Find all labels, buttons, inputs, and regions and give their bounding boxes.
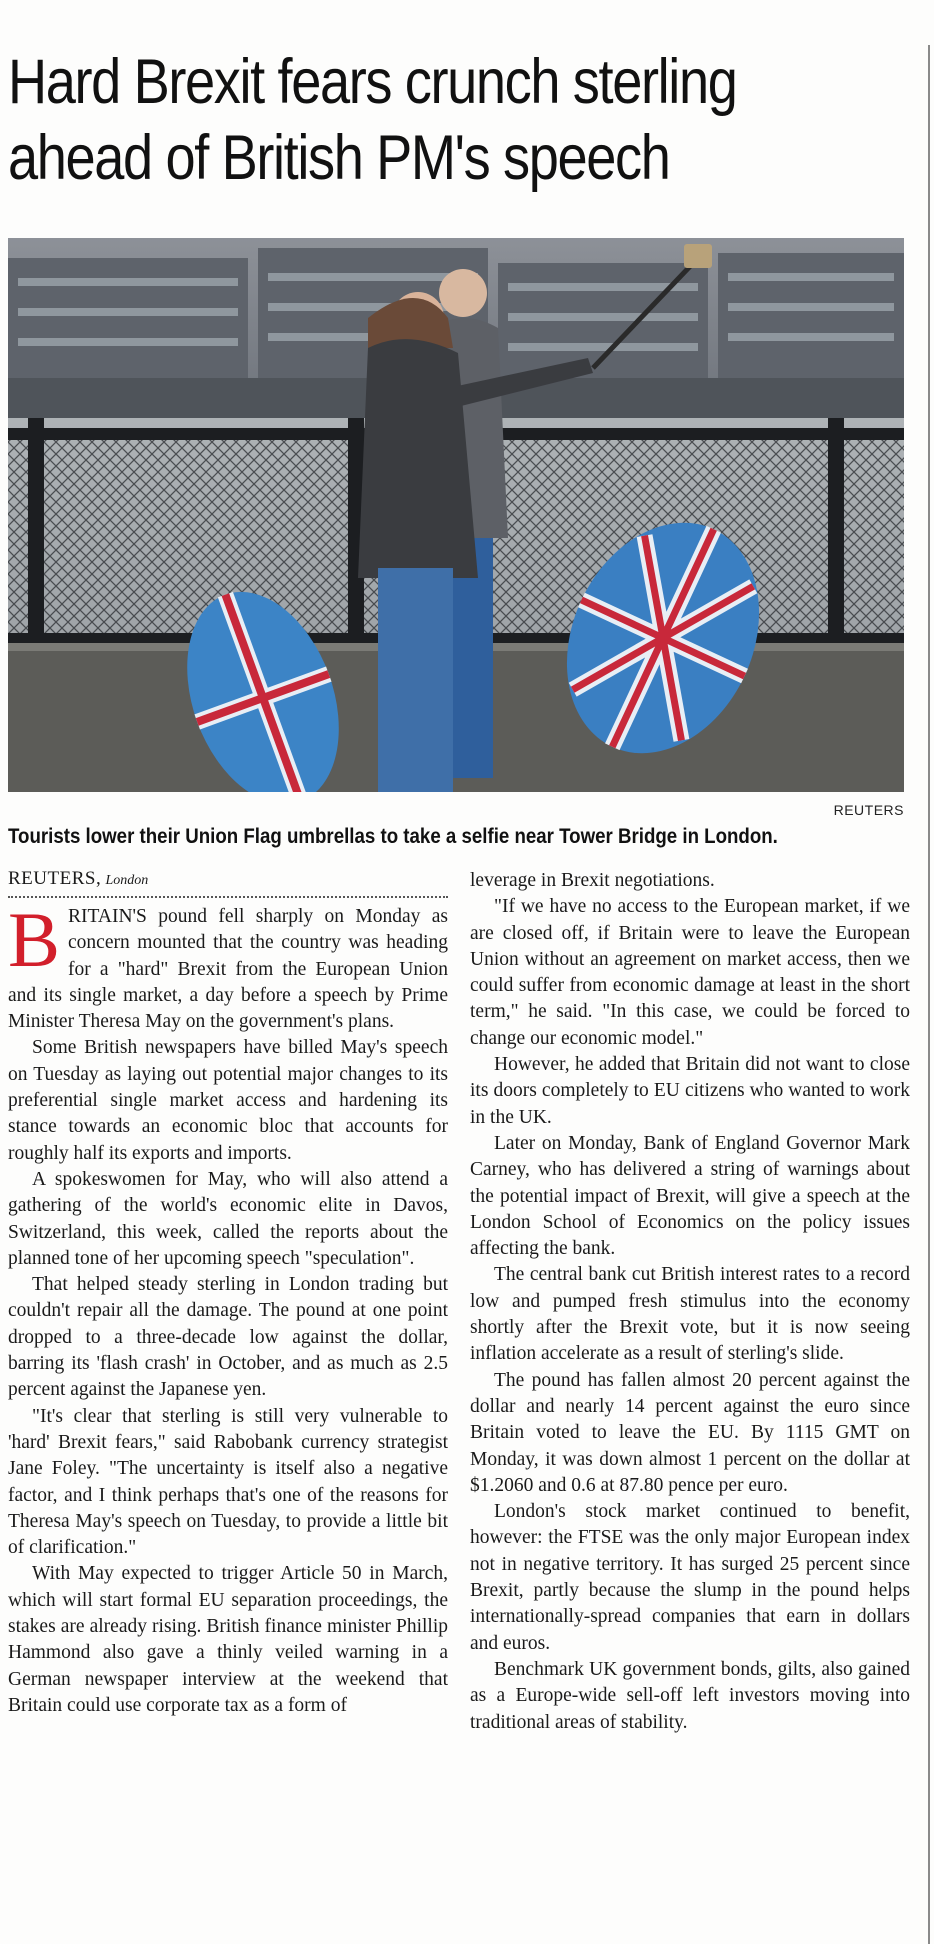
paragraph: That helped steady sterling in London trading but couldn't repair all the damage. The pound at one point dropped to a three-decade low against the dollar, barring its 'flash crash' in October, and as much as 2.5 percent against the Japanese yen. (8, 1274, 448, 1401)
paragraph: A spokeswomen for May, who will also attend a gathering of the world's economic elite in Davos, Switzerland, this week, called the reports about the planned tone of her upcoming speech "speculation". (8, 1168, 448, 1269)
lead-paragraph-text: RITAIN'S pound fell sharply on Monday as concern mounted that the country was heading for a "hard" Brexit from the European Union and its single market, a day before a speech by Prime Minister Theresa May on the government's plans. (8, 906, 448, 1033)
drop-cap: B (8, 896, 61, 983)
paragraph: "It's clear that sterling is still very vulnerable to 'hard' Brexit fears," said Rabobank currency strategist Jane Foley. "The uncertainty is itself also a negative factor, and I think perhaps that's one of the reasons for Theresa May's speech on Tuesday, to provide a little bit of clarification." (8, 1405, 448, 1559)
news-photo (8, 238, 904, 792)
byline-place: London (105, 873, 149, 888)
paragraph: With May expected to trigger Article 50 in March, which will start formal EU separation proceedings, the stakes are already rising. British finance minister Phillip Hammond also gave a thinly veiled warning in a German newspaper interview at the weekend that Britain could use corporate tax as a form of (8, 1563, 448, 1716)
byline-agency: REUTERS, (8, 868, 102, 889)
paragraph: Benchmark UK government bonds, gilts, also gained as a Europe-wide sell-off left investors moving into traditional areas of stability. (470, 1658, 910, 1733)
paragraph: The pound has fallen almost 20 percent against the dollar and nearly 14 percent against the euro since Britain voted to leave the EU. By 1115 GMT on Monday, it was down almost 1 percent on the dollar at $1.2060 and 0.6 at 87.80 pence per euro. (470, 1369, 910, 1496)
paragraph: London's stock market continued to benefit, however: the FTSE was the only major European index not in negative territory. It has surged 25 percent since Brexit, partly because the slump in the pound helps internationally-spread companies that earn in dollars and euros. (470, 1501, 910, 1654)
photo-caption: Tourists lower their Union Flag umbrellas to take a selfie near Tower Bridge in London. (8, 825, 778, 848)
article-column-right (470, 868, 910, 1736)
photo-credit: REUTERS (833, 802, 904, 818)
paragraph: Some British newspapers have billed May's speech on Tuesday as laying out potential major changes to its preferential single market access and hardening its stance towards an economic bloc that accounts for roughly half its exports and imports. (8, 1037, 448, 1164)
paragraph-continuation: leverage in Brexit negotiations. (470, 870, 715, 891)
article-column-left (8, 868, 448, 1719)
paragraph: The central bank cut British interest rates to a record low and pumped fresh stimulus into the economy shortly after the Brexit vote, but it is now seeing inflation accelerate as a result of sterling's slide. (470, 1264, 910, 1365)
headline (8, 44, 782, 196)
byline (8, 868, 448, 896)
byline-divider (8, 896, 448, 898)
paragraph: Later on Monday, Bank of England Governor Mark Carney, who has delivered a string of warnings about the potential impact of Brexit, will give a speech at the London School of Economics on the policy issues affecting the bank. (470, 1132, 910, 1260)
paragraph: However, he added that Britain did not want to close its doors completely to EU citizens who wanted to work in the UK. (470, 1054, 910, 1128)
headline-line-2: ahead of British PM's speech (8, 123, 670, 193)
paragraph: "If we have no access to the European market, if we are closed off, if Britain were to leave the European Union without an agreement on market access, then we could suffer from economic damage at least in the short term," he said. "In this case, we could be forced to change our economic model." (470, 896, 910, 1049)
headline-line-1: Hard Brexit fears crunch sterling (8, 47, 737, 117)
lead-paragraph (8, 896, 448, 1035)
column-rule (928, 45, 930, 1944)
